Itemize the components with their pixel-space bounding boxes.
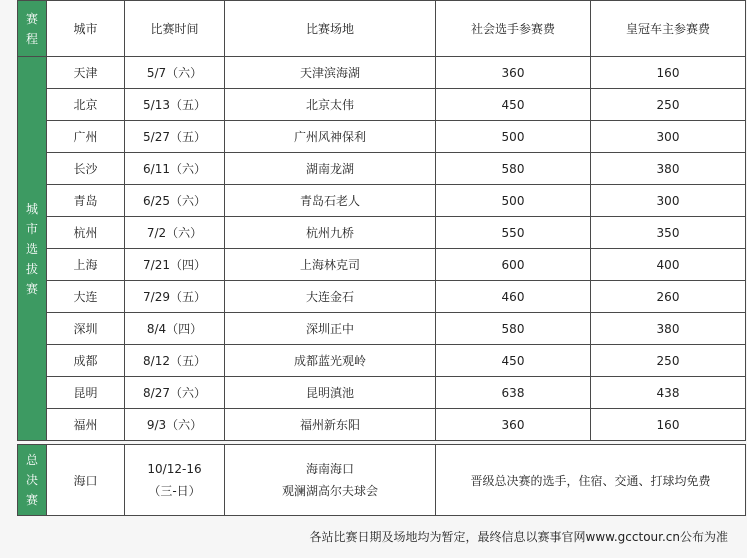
date-cell: 6/11（六） [125, 153, 225, 185]
fee-public-cell: 360 [436, 409, 591, 441]
date-cell: 5/13（五） [125, 89, 225, 121]
city-cell: 杭州 [47, 217, 125, 249]
table-row [18, 185, 746, 217]
venue-cell: 福州新东阳 [225, 409, 436, 441]
fee-owner-cell: 380 [591, 313, 746, 345]
table-row [18, 153, 746, 185]
venue-cell: 天津滨海湖 [225, 57, 436, 89]
city-cell: 深圳 [47, 313, 125, 345]
fee-owner-cell: 400 [591, 249, 746, 281]
table-row [18, 121, 746, 153]
footer-note: 各站比赛日期及场地均为暂定，最终信息以赛事官网www.gcctour.cn公布为准 [309, 530, 728, 544]
venue-cell: 大连金石 [225, 281, 436, 313]
stage-final-cell [18, 445, 47, 516]
table-row [18, 57, 746, 89]
table-row [18, 249, 746, 281]
fee-owner-cell: 160 [591, 409, 746, 441]
fee-owner-cell: 438 [591, 377, 746, 409]
fee-public-header: 社会选手参赛费 [436, 1, 591, 57]
venue-cell: 广州风神保利 [225, 121, 436, 153]
fee-owner-cell: 300 [591, 185, 746, 217]
final-row [18, 445, 746, 516]
city-cell: 上海 [47, 249, 125, 281]
venue-header: 比赛场地 [225, 1, 436, 57]
date-cell: 7/2（六） [125, 217, 225, 249]
fee-owner-cell: 160 [591, 57, 746, 89]
final-venue-cell [225, 445, 436, 516]
table-row [18, 89, 746, 121]
final-city-cell: 海口 [47, 445, 125, 516]
fee-public-cell: 460 [436, 281, 591, 313]
fee-owner-cell: 380 [591, 153, 746, 185]
fee-public-cell: 550 [436, 217, 591, 249]
venue-cell: 深圳正中 [225, 313, 436, 345]
final-note-cell: 晋级总决赛的选手，住宿、交通、打球均免费 [436, 445, 746, 516]
city-cell: 福州 [47, 409, 125, 441]
venue-cell: 湖南龙湖 [225, 153, 436, 185]
table-row [18, 377, 746, 409]
fee-owner-cell: 300 [591, 121, 746, 153]
fee-public-cell: 500 [436, 185, 591, 217]
city-cell: 昆明 [47, 377, 125, 409]
venue-cell: 青岛石老人 [225, 185, 436, 217]
date-header: 比赛时间 [125, 1, 225, 57]
final-venue-line1: 海南海口 [305, 462, 354, 476]
fee-owner-cell: 350 [591, 217, 746, 249]
stage-header-cell [18, 1, 47, 57]
fee-public-cell: 450 [436, 89, 591, 121]
final-date-cell [125, 445, 225, 516]
header-row [18, 1, 746, 57]
date-cell: 8/12（五） [125, 345, 225, 377]
final-date-line2: （三-日） [148, 484, 201, 498]
city-cell: 青岛 [47, 185, 125, 217]
venue-cell: 杭州九桥 [225, 217, 436, 249]
table-row [18, 409, 746, 441]
fee-public-cell: 580 [436, 153, 591, 185]
stage-header: 赛程 [25, 11, 38, 46]
date-cell: 6/25（六） [125, 185, 225, 217]
fee-public-cell: 638 [436, 377, 591, 409]
date-cell: 9/3（六） [125, 409, 225, 441]
city-cell: 广州 [47, 121, 125, 153]
date-cell: 8/27（六） [125, 377, 225, 409]
fee-public-cell: 600 [436, 249, 591, 281]
date-cell: 5/7（六） [125, 57, 225, 89]
venue-cell: 成都蓝光观岭 [225, 345, 436, 377]
fee-owner-header: 皇冠车主参赛费 [591, 1, 746, 57]
venue-cell: 北京太伟 [225, 89, 436, 121]
city-selection-table [17, 0, 746, 441]
fee-public-cell: 360 [436, 57, 591, 89]
city-cell: 成都 [47, 345, 125, 377]
city-header: 城市 [47, 1, 125, 57]
city-cell: 北京 [47, 89, 125, 121]
venue-cell: 上海林克司 [225, 249, 436, 281]
date-cell: 7/21（四） [125, 249, 225, 281]
fee-public-cell: 580 [436, 313, 591, 345]
table-row [18, 217, 746, 249]
final-date-line1: 10/12-16 [147, 462, 202, 476]
venue-cell: 昆明滇池 [225, 377, 436, 409]
stage-city-cell [18, 57, 47, 441]
stage-final-label: 总决赛 [25, 453, 38, 507]
fee-owner-cell: 260 [591, 281, 746, 313]
fee-owner-cell: 250 [591, 345, 746, 377]
fee-public-cell: 500 [436, 121, 591, 153]
date-cell: 8/4（四） [125, 313, 225, 345]
final-table [17, 444, 746, 516]
stage-city-label: 城市选拔赛 [25, 201, 38, 296]
date-cell: 7/29（五） [125, 281, 225, 313]
fee-public-cell: 450 [436, 345, 591, 377]
city-cell: 天津 [47, 57, 125, 89]
date-cell: 5/27（五） [125, 121, 225, 153]
table-row [18, 281, 746, 313]
city-cell: 长沙 [47, 153, 125, 185]
final-venue-line2: 观澜湖高尔夫球会 [281, 484, 378, 498]
fee-owner-cell: 250 [591, 89, 746, 121]
city-cell: 大连 [47, 281, 125, 313]
table-row [18, 345, 746, 377]
table-row [18, 313, 746, 345]
